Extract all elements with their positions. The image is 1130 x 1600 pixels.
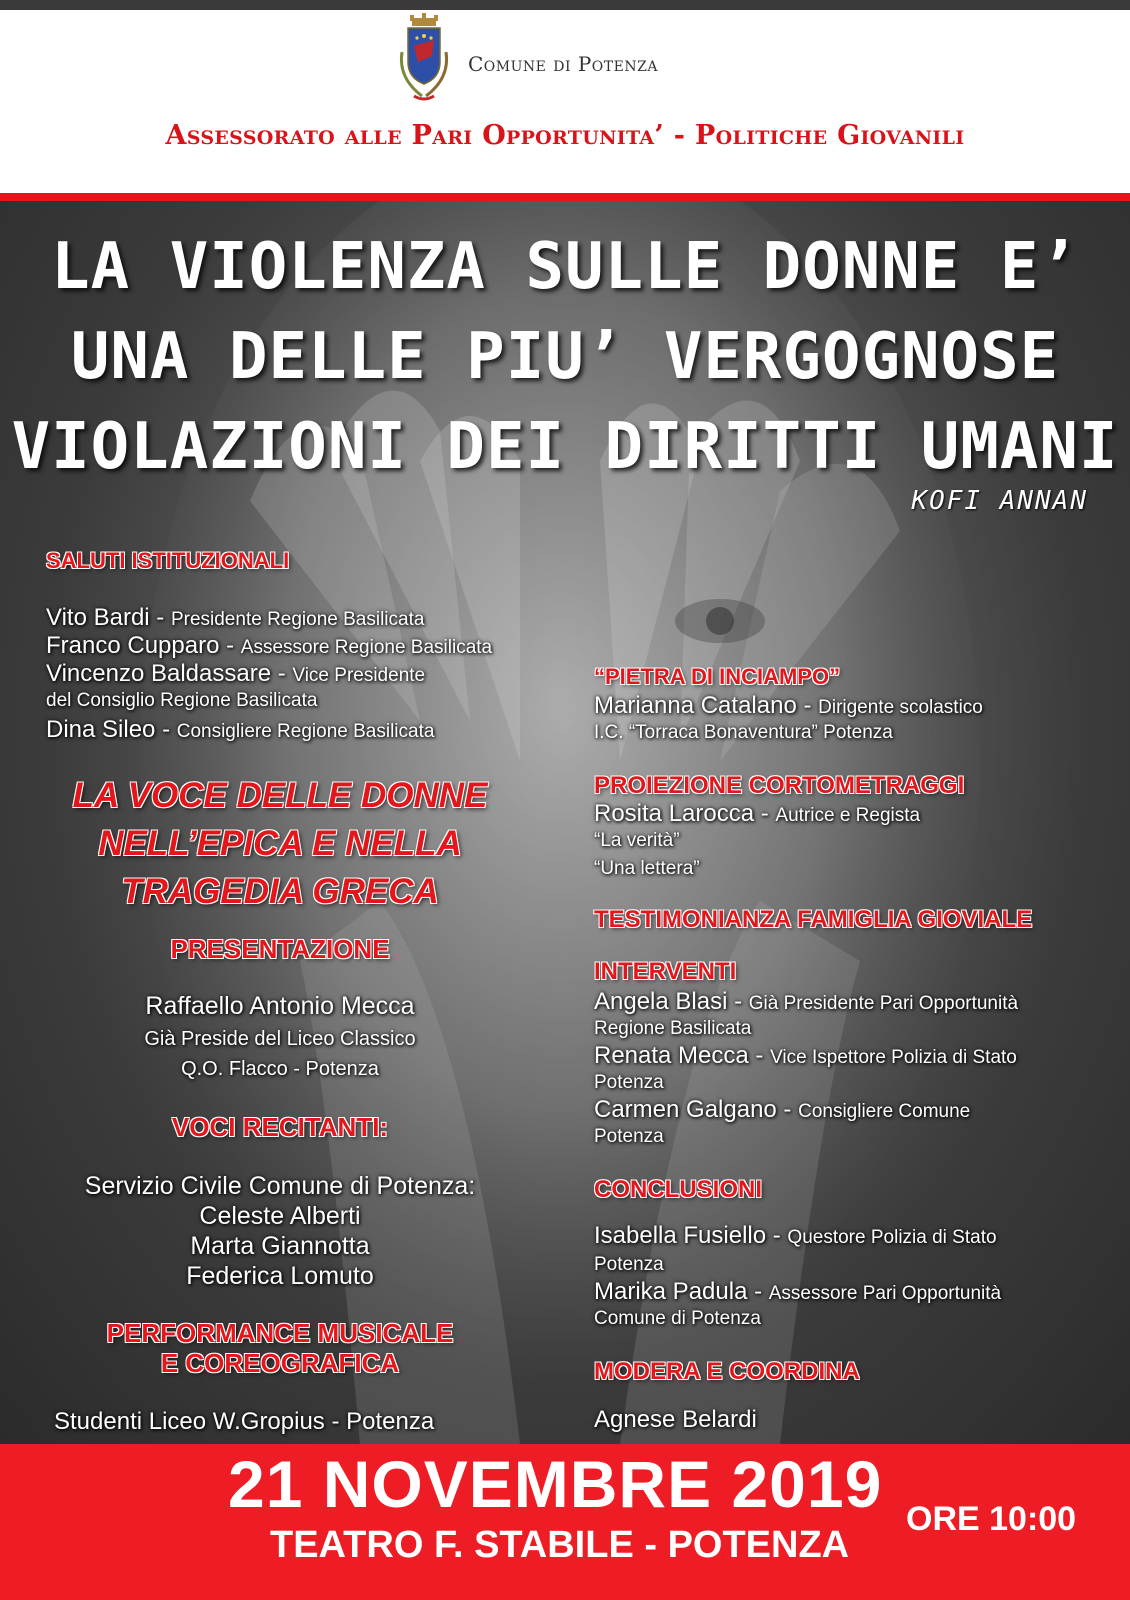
saluti-role: Vice Presidente — [292, 665, 426, 686]
intervento-role-2: Potenza — [594, 1072, 664, 1093]
intervento-role: Già Presidente Pari Opportunità — [748, 993, 1019, 1014]
separator: - — [727, 988, 749, 1015]
conclusioni-role-2: Potenza — [594, 1254, 664, 1275]
presentazione-title: PRESENTAZIONE — [170, 934, 390, 964]
saluti-item — [46, 716, 434, 744]
pietra-role: Dirigente scolastico — [818, 697, 983, 718]
show-title — [40, 772, 520, 916]
saluti-name: Vincenzo Baldassare — [46, 660, 272, 687]
modera-title: MODERA E COORDINA — [594, 1358, 860, 1385]
film-title: “Una lettera” — [594, 858, 700, 879]
saluti-item — [46, 604, 424, 632]
intervento-item — [594, 1042, 1017, 1070]
performance-title-1: PERFORMANCE MUSICALE — [106, 1318, 454, 1348]
film-title: “La verità” — [594, 830, 680, 851]
voci-title: VOCI RECITANTI: — [171, 1112, 389, 1142]
saluti-name: Dina Sileo — [46, 716, 156, 743]
presenter-role: Già Preside del Liceo Classico — [144, 1028, 416, 1050]
interventi-title: INTERVENTI — [594, 958, 737, 985]
separator: - — [776, 1096, 799, 1123]
presenter-role: Q.O. Flacco - Potenza — [181, 1058, 379, 1080]
header — [0, 10, 1130, 193]
pietra-name: Marianna Catalano — [594, 692, 797, 719]
proiezione-role: Autrice e Regista — [775, 805, 921, 826]
header-divider — [0, 193, 1130, 201]
conclusioni-role: Assessore Pari Opportunità — [768, 1283, 1002, 1304]
performance-title-2: E COREOGRAFICA — [160, 1348, 400, 1378]
saluti-item — [46, 660, 425, 688]
saluti-name: Vito Bardi — [46, 604, 150, 631]
intervento-name: Angela Blasi — [594, 988, 728, 1015]
saluti-role: Presidente Regione Basilicata — [170, 609, 425, 630]
voci-name: Celeste Alberti — [199, 1202, 361, 1230]
show-title-line-1: LA VOCE DELLE DONNE — [72, 776, 488, 815]
proiezione-name: Rosita Larocca — [594, 800, 755, 827]
saluti-item — [46, 632, 492, 660]
pietra-title: “PIETRA DI INCIAMPO” — [594, 664, 841, 689]
show-title-line-3: TRAGEDIA GRECA — [121, 872, 439, 911]
voci-intro: Servizio Civile Comune di Potenza: — [84, 1172, 476, 1200]
top-strip — [0, 0, 1130, 10]
city-coat-of-arms-icon — [388, 12, 460, 108]
separator: - — [149, 604, 171, 631]
saluti-role: Consigliere Regione Basilicata — [176, 721, 435, 742]
intervento-item — [594, 1096, 970, 1124]
conclusioni-title: CONCLUSIONI — [594, 1176, 762, 1203]
headline-line-2: UNA DELLE PIU’ VERGOGNOSE — [70, 320, 1060, 394]
separator: - — [766, 1222, 788, 1249]
intervento-role-2: Regione Basilicata — [594, 1018, 752, 1039]
voci-name: Federica Lomuto — [186, 1262, 374, 1290]
performance-text: Studenti Liceo W.Gropius - Potenza — [54, 1408, 435, 1435]
testimonianza-title: TESTIMONIANZA FAMIGLIA GIOVIALE — [594, 906, 1033, 933]
separator: - — [219, 632, 241, 659]
conclusioni-item — [594, 1222, 997, 1250]
separator: - — [754, 800, 776, 827]
conclusioni-item — [594, 1278, 1001, 1306]
pietra-item — [594, 692, 983, 720]
saluti-name: Franco Cupparo — [46, 632, 220, 659]
headline-quote — [0, 222, 1130, 492]
event-time: ORE 10:00 — [906, 1500, 1077, 1538]
saluti-role: del Consiglio Regione Basilicata — [46, 690, 318, 711]
pietra-school: I.C. “Torraca Bonaventura” Potenza — [594, 722, 893, 743]
presenter-name: Raffaello Antonio Mecca — [145, 992, 415, 1020]
saluti-item — [46, 690, 317, 712]
event-date: 21 NOVEMBRE 2019 — [228, 1447, 883, 1521]
voci-name: Marta Giannotta — [190, 1232, 370, 1260]
intervento-role: Vice Ispettore Polizia di Stato — [770, 1047, 1017, 1068]
conclusioni-name: Marika Padula — [594, 1278, 748, 1305]
saluti-title: SALUTI ISTITUZIONALI — [46, 548, 290, 573]
proiezione-title: PROIEZIONE CORTOMETRAGGI — [594, 772, 965, 799]
saluti-role: Assessore Regione Basilicata — [240, 637, 493, 658]
headline-line-3: VIOLAZIONI DEI DIRITTI UMANI — [11, 410, 1119, 484]
headline-line-1: LA VIOLENZA SULLE DONNE E’ — [51, 230, 1079, 304]
separator: - — [748, 1042, 771, 1069]
proiezione-item — [594, 800, 920, 828]
separator: - — [796, 692, 819, 719]
quote-author: KOFI ANNAN — [911, 486, 1088, 516]
conclusioni-role: Questore Polizia di Stato — [787, 1227, 997, 1248]
separator: - — [271, 660, 293, 687]
event-venue: TEATRO F. STABILE - POTENZA — [270, 1524, 850, 1566]
separator: - — [155, 716, 177, 743]
separator: - — [747, 1278, 769, 1305]
intervento-item — [594, 988, 1018, 1016]
intervento-role: Consigliere Comune — [798, 1101, 971, 1122]
show-title-line-2: NELL’EPICA E NELLA — [98, 824, 462, 863]
assessorato-title: Assessorato alle Pari Opportunita’ - Politiche Giovanili — [165, 120, 965, 151]
conclusioni-name: Isabella Fusiello — [594, 1222, 767, 1249]
modera-name: Agnese Belardi — [594, 1406, 757, 1433]
intervento-name: Carmen Galgano — [594, 1096, 777, 1123]
intervento-name: Renata Mecca — [594, 1042, 749, 1069]
intervento-role-2: Potenza — [594, 1126, 664, 1147]
conclusioni-role-2: Comune di Potenza — [594, 1308, 761, 1329]
comune-name: Comune di Potenza — [468, 52, 658, 76]
